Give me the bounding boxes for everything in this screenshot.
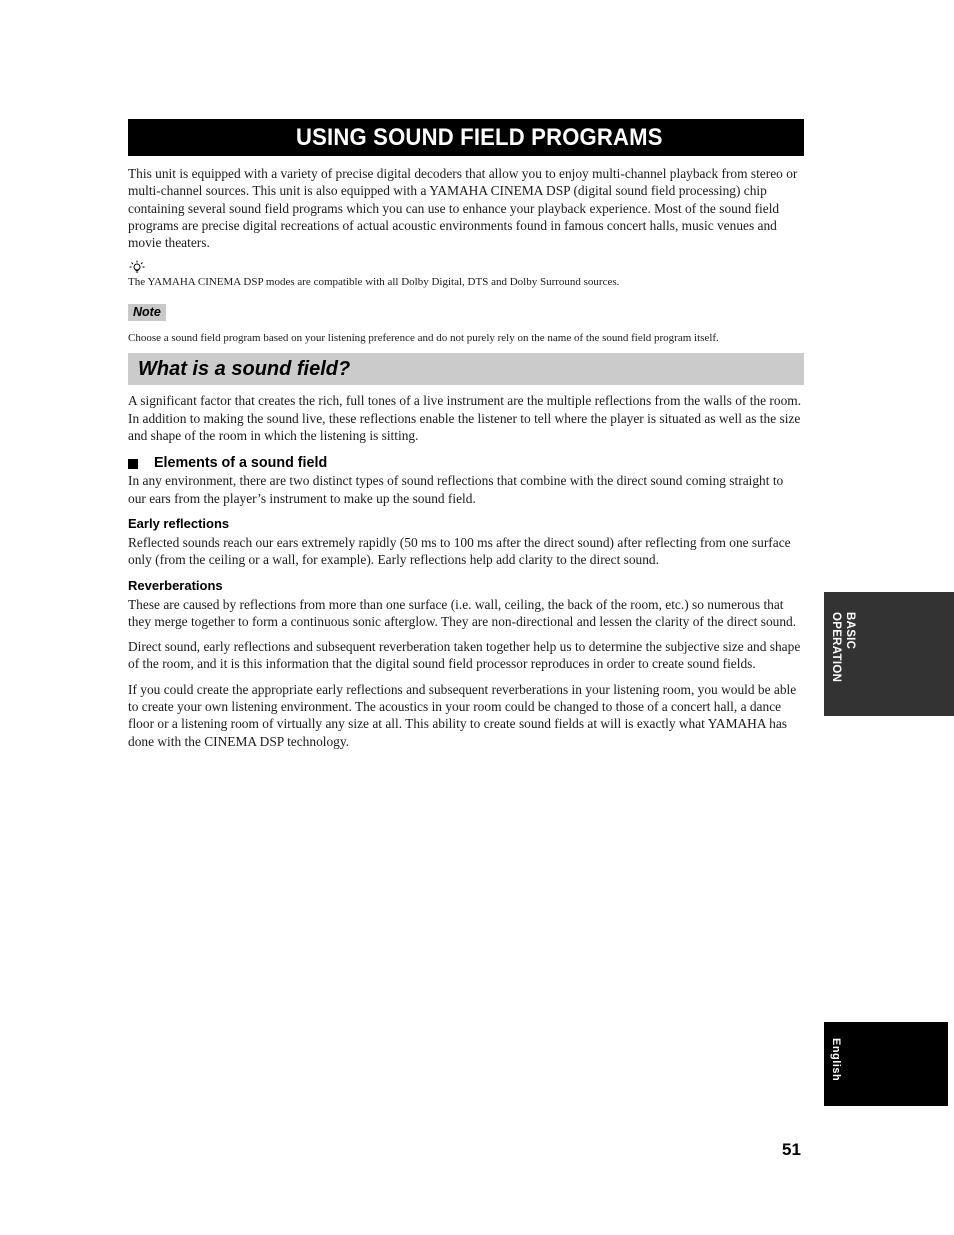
elements-heading — [128, 455, 804, 472]
square-bullet-icon — [128, 459, 138, 469]
side-tab-basic-operation — [824, 592, 954, 716]
elements-heading-text: Elements of a sound field — [154, 455, 328, 472]
elements-paragraph: In any environment, there are two distinct types of sound reflections that combine with the direct sound coming straight to our ears from the player’s instrument to make up the sound field. — [128, 473, 784, 506]
side-tab-line-1: BASIC — [844, 612, 856, 650]
note-label: Note — [128, 304, 166, 321]
early-reflections-paragraph: Reflected sounds reach our ears extremely rapidly (50 ms to 100 ms after the direct sound) after reflecting from one surface only (from the ceiling or a wall, for example). Early reflections help add clarity to the direct sound. — [128, 534, 791, 568]
section-intro-paragraph: A significant factor that creates the rich, full tones of a live instrument are the multiple reflections from the walls of the room. In addition to making the sound live, these reflections enable the listener to tell where the player is situated as well as the size and shape of the room in which the listening is sitting. — [128, 393, 802, 444]
side-tab-line-2: OPERATION — [830, 612, 842, 683]
page-title — [128, 119, 804, 156]
section-title: What is a sound field? — [128, 353, 804, 385]
note-text: Choose a sound field program based on your listening preference and do not purely rely on the name of the sound field program itself. — [128, 332, 719, 345]
direct-sound-paragraph: Direct sound, early reflections and subsequent reverberation taken together help us to determine the subjective size and shape of the room, and it is this information that the digital sound field processor reproduces in order to create sound fields. — [128, 639, 801, 672]
page-content — [128, 119, 804, 750]
reverberations-paragraph: These are caused by reflections from more than one surface (i.e. wall, ceiling, the back of the room, etc.) so numerous that they merge together to form a continuous sonic afterglow. They are non-directional and lessen the clarity of the direct sound. — [128, 596, 797, 629]
tip-text: The YAMAHA CINEMA DSP modes are compatible with all Dolby Digital, DTS and Dolby Surround sources. — [128, 276, 620, 289]
create-environment-paragraph: If you could create the appropriate early reflections and subsequent reverberations in your listening room, you would be able to create your own listening environment. The acoustics in your room could be changed to those of a concert hall, a dance floor or a listening room of virtually any size at all. This ability to create sound fields at will is exactly what YAMAHA has done with the CINEMA DSP technology. — [128, 681, 797, 749]
intro-paragraph: This unit is equipped with a variety of precise digital decoders that allow you to enjoy multi-channel playback from stereo or multi-channel sources. This unit is also equipped with a YAMAHA CINEMA DSP (digital sound field processing) chip containing several sound field programs which you can use to enhance your playback experience. Most of the sound field programs are precise digital recreations of actual acoustic environments found in famous concert halls, music venues and movie theaters. — [128, 166, 798, 251]
early-reflections-heading: Early reflections — [128, 515, 230, 531]
reverberations-heading: Reverberations — [128, 577, 223, 593]
side-tab-language-text: English — [830, 1038, 842, 1082]
page-title-text: USING SOUND FIELD PROGRAMS — [296, 124, 663, 151]
lightbulb-tip-icon — [128, 260, 146, 274]
page-number: 51 — [782, 1140, 801, 1159]
side-tab-language — [824, 1022, 948, 1106]
side-tab-basic-operation-text — [829, 612, 857, 682]
